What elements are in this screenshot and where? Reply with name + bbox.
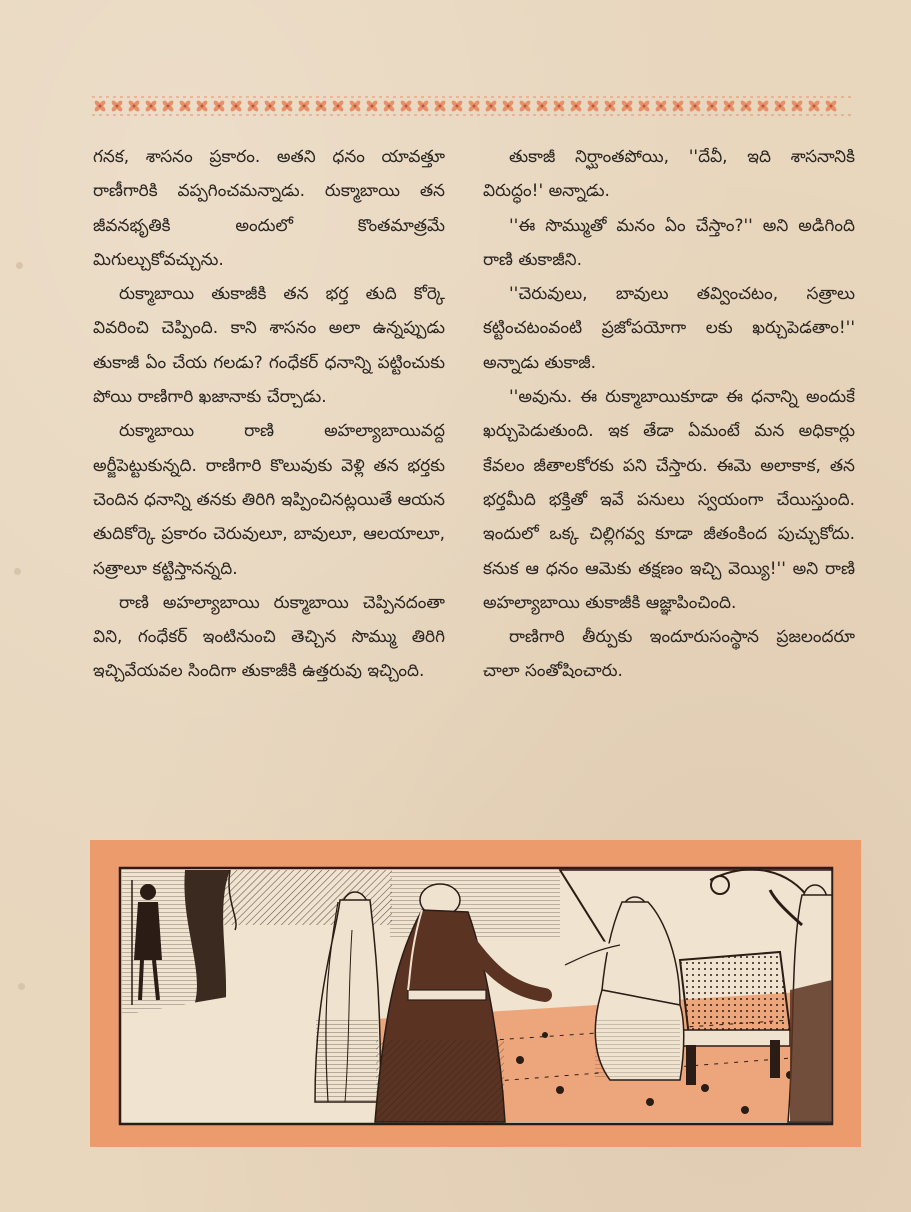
- border-flower-icon: [739, 99, 752, 112]
- paragraph: ''చెరువులు, బావులు తవ్వించటం, సత్రాలు కట్టించటంవంటి ప్రజోపయోగా లకు ఖర్చుపెడతాం!'' అన్నాడు తుకాజీ.: [483, 284, 855, 373]
- border-flower-icon: [110, 99, 123, 112]
- border-flower-icon: [671, 99, 684, 112]
- paragraph: ''ఈ సొమ్ముతో మనం ఏం చేస్తాం?'' అని అడిగింది రాణి తుకాజీని.: [483, 215, 855, 270]
- border-flower-icon: [365, 99, 378, 112]
- border-flower-icon: [212, 99, 225, 112]
- border-flower-icon: [756, 99, 769, 112]
- border-flower-icon: [637, 99, 650, 112]
- court-scene-illustration: [90, 840, 861, 1147]
- right-text-column: [483, 140, 855, 689]
- border-flower-icon: [807, 99, 820, 112]
- flower-border-icon: [92, 93, 855, 119]
- binding-hole: [14, 568, 21, 575]
- paragraph: గనక, శాసనం ప్రకారం. అతని ధనం యావత్తూ రాణీగారికి వప్పగించమన్నాడు. రుక్మాబాయి తన జీవనభృతికి అందులో కొంతమాత్రమే మిగుల్చుకోవచ్చును.: [93, 147, 445, 270]
- border-flower-icon: [280, 99, 293, 112]
- border-flower-icon: [790, 99, 803, 112]
- border-flower-icon: [331, 99, 344, 112]
- border-flower-icon: [773, 99, 786, 112]
- border-flower-icon: [399, 99, 412, 112]
- border-flower-icon: [93, 99, 106, 112]
- paragraph: రుక్మాబాయి రాణి అహల్యాబాయివద్ద అర్జీపెట్టుకున్నది. రాణిగారి కొలువుకు వెళ్లి తన భర్తకు చెందిన ధనాన్ని తనకు తిరిగి ఇప్పించినట్లయితే ఆయన తుదికోర్కె ప్రకారం చెరువులూ, బావులూ, ఆలయాలూ, సత్రాలూ కట్టిస్తానన్నది.: [93, 421, 445, 579]
- border-flower-icon: [178, 99, 191, 112]
- border-flower-icon: [501, 99, 514, 112]
- border-flower-icon: [535, 99, 548, 112]
- border-flower-icon: [416, 99, 429, 112]
- border-flower-icon: [229, 99, 242, 112]
- border-flower-icon: [654, 99, 667, 112]
- binding-hole: [16, 262, 23, 269]
- left-text-column: [93, 140, 445, 689]
- border-flower-icon: [246, 99, 259, 112]
- border-flower-icon: [620, 99, 633, 112]
- border-flower-icon: [450, 99, 463, 112]
- paragraph: రాణిగారి తీర్పుకు ఇందూరుసంస్థాన ప్రజలందరూ చాలా సంతోషించారు.: [483, 627, 855, 682]
- border-flower-icon: [127, 99, 140, 112]
- border-flower-icon: [382, 99, 395, 112]
- paragraph: తుకాజీ నిర్ఘాంతపోయి, ''దేవీ, ఇది శాసనానికి విరుద్ధం!' అన్నాడు.: [483, 147, 855, 202]
- border-flower-icon: [603, 99, 616, 112]
- border-flower-icon: [263, 99, 276, 112]
- border-flower-icon: [824, 99, 837, 112]
- border-flower-icon: [518, 99, 531, 112]
- border-flower-icon: [569, 99, 582, 112]
- paragraph: రుక్మాబాయి తుకాజీకి తన భర్త తుది కోర్కె వివరించి చెప్పింది. కాని శాసనం అలా ఉన్నప్పుడు తుకాజీ ఏం చేయ గలడు? గంధేకర్ ధనాన్ని పట్టించుకు పోయి రాణిగారి ఖజానాకు చేర్చాడు.: [93, 284, 445, 408]
- border-flower-icon: [722, 99, 735, 112]
- court-scene-drawing: [90, 840, 861, 1147]
- border-flower-icon: [144, 99, 157, 112]
- border-flower-icon: [688, 99, 701, 112]
- border-flower-icon: [348, 99, 361, 112]
- border-flower-icon: [586, 99, 599, 112]
- border-flower-icon: [297, 99, 310, 112]
- binding-hole: [18, 983, 25, 990]
- border-flower-icon: [195, 99, 208, 112]
- border-flower-icon: [314, 99, 327, 112]
- border-flower-icon: [467, 99, 480, 112]
- border-flower-icon: [161, 99, 174, 112]
- border-flower-icon: [433, 99, 446, 112]
- border-flower-icon: [484, 99, 497, 112]
- border-flower-icon: [552, 99, 565, 112]
- paragraph: ''అవును. ఈ రుక్మాబాయికూడా ఈ ధనాన్ని అందుకే ఖర్చుపెడుతుంది. ఇక తేడా ఏమంటే మన అధికార్లు కేవలం జీతాలకోరకు పని చేస్తారు. ఈమె అలాకాక, తన భర్తమీది భక్తితో ఇవే పనులు స్వయంగా చేయిస్తుంది. ఇందులో ఒక్క చిల్లిగవ్వ కూడా జీతంకింద పుచ్చుకోదు. కనుక ఆ ధనం ఆమెకు తక్షణం ఇచ్చి వెయ్యి!'' అని రాణి అహల్యాబాయి తుకాజీకి ఆజ్ఞాపించింది.: [483, 387, 855, 613]
- paragraph: రాణి అహల్యాబాయి రుక్మాబాయి చెప్పినదంతా విని, గంధేకర్ ఇంటినుంచి తెచ్చిన సొమ్ము తిరిగి ఇచ్చివేయవల సిందిగా తుకాజీకి ఉత్తరువు ఇచ్చింది.: [93, 592, 445, 682]
- border-flower-icon: [705, 99, 718, 112]
